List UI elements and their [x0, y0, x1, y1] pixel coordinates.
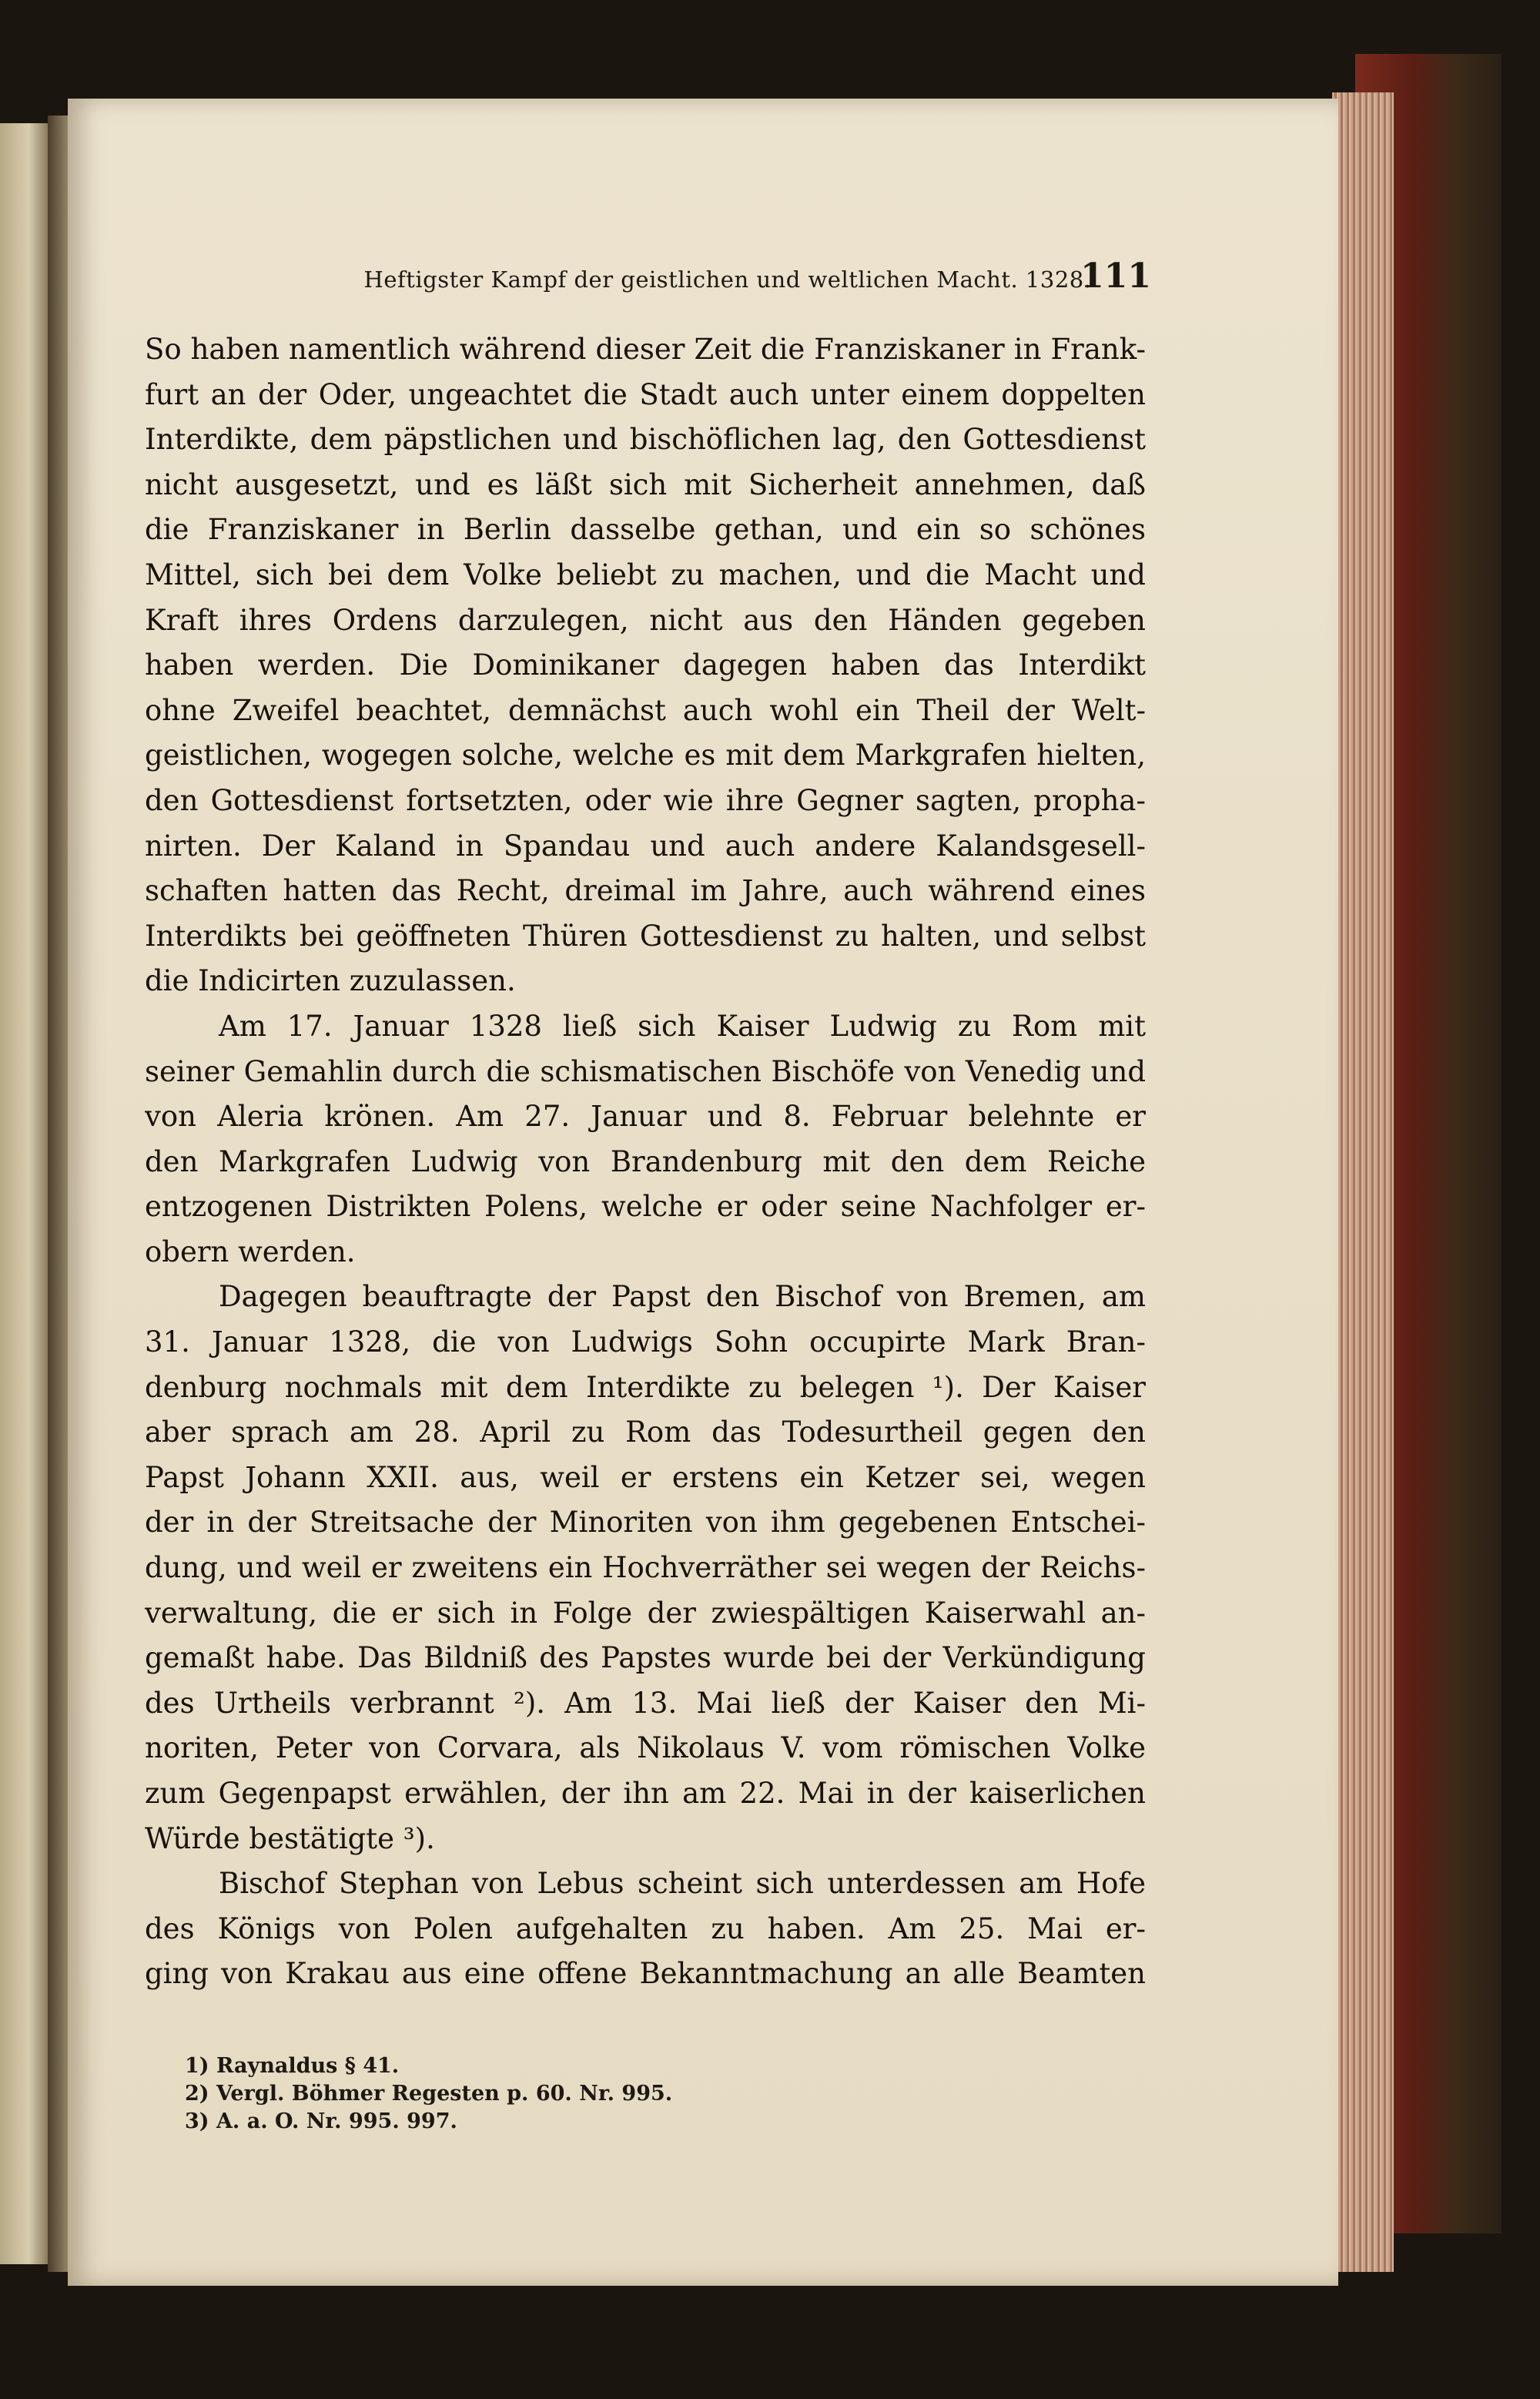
footnote: 1) Raynaldus § 41.: [185, 2054, 400, 2078]
text-line: ohne Zweifel beachtet, demnächst auch wohl ein Theil der Welt-: [145, 693, 1146, 727]
text-line: ging von Krakau aus eine offene Bekanntmachung an alle Beamten: [145, 1957, 1146, 1991]
text-line: nicht ausgesetzt, und es läßt sich mit Sicherheit annehmen, daß: [145, 467, 1146, 501]
footnote: 3) A. a. O. Nr. 995. 997.: [185, 2109, 457, 2133]
paragraph-start-line: Bischof Stephan von Lebus scheint sich unterdessen am Hofe: [219, 1867, 1146, 1901]
text-line: Interdikte, dem päpstlichen und bischöflichen lag, den Gottesdienst: [145, 423, 1146, 457]
text-line: Interdikts bei geöffneten Thüren Gottesdienst zu halten, und selbst: [145, 919, 1146, 953]
text-line: 31. Januar 1328, die von Ludwigs Sohn occupirte Mark Bran-: [145, 1325, 1146, 1359]
text-line: nirten. Der Kaland in Spandau und auch andere Kalandsgesell-: [145, 829, 1146, 863]
text-line: Kraft ihres Ordens darzulegen, nicht aus den Händen gegeben: [145, 603, 1146, 637]
text-line: von Aleria krönen. Am 27. Januar und 8. Februar belehnte er: [145, 1100, 1146, 1134]
text-line: der in der Streitsache der Minoriten von ihm gegebenen Entschei-: [145, 1506, 1146, 1540]
text-line: verwaltung, die er sich in Folge der zwiespältigen Kaiserwahl an-: [145, 1596, 1146, 1630]
page-block-edges: [1332, 92, 1394, 2272]
text-line: furt an der Oder, ungeachtet die Stadt auch unter einem doppelten: [145, 377, 1146, 411]
text-line: den Markgrafen Ludwig von Brandenburg mit den dem Reiche: [145, 1144, 1146, 1178]
text-line: geistlichen, wogegen solche, welche es mit dem Markgrafen hielten,: [145, 739, 1146, 772]
text-line: Mittel, sich bei dem Volke beliebt zu machen, und die Macht und: [145, 558, 1146, 591]
text-line: des Urtheils verbrannt ²). Am 13. Mai ließ der Kaiser den Mi-: [145, 1686, 1146, 1720]
text-line: Papst Johann XXII. aus, weil er erstens ein Ketzer sei, wegen: [145, 1460, 1146, 1494]
text-line: denburg nochmals mit dem Interdikte zu belegen ¹). Der Kaiser: [145, 1370, 1146, 1404]
text-line: zum Gegenpapst erwählen, der ihn am 22. Mai in der kaiserlichen: [145, 1777, 1146, 1810]
text-line: haben werden. Die Dominikaner dagegen haben das Interdikt: [145, 648, 1146, 682]
text-line: So haben namentlich während dieser Zeit die Franziskaner in Frank-: [145, 333, 1146, 366]
paragraph-start-line: Dagegen beauftragte der Papst den Bischof von Bremen, am: [219, 1280, 1146, 1314]
facing-page-edge: [0, 123, 48, 2264]
page-number: 111: [1080, 256, 1151, 296]
paragraph-end-line: die Indicirten zuzulassen.: [145, 964, 516, 998]
footnote: 2) Vergl. Böhmer Regesten p. 60. Nr. 995.: [185, 2082, 673, 2106]
running-header: Heftigster Kampf der geistlichen und weltlichen Macht. 1328.: [363, 266, 1092, 293]
text-line: die Franziskaner in Berlin dasselbe gethan, und ein so schönes: [145, 513, 1146, 547]
text-line: des Königs von Polen aufgehalten zu haben. Am 25. Mai er-: [145, 1911, 1146, 1945]
text-line: gemaßt habe. Das Bildniß des Papstes wurde bei der Verkündigung: [145, 1641, 1146, 1675]
body-text: [145, 327, 1146, 1997]
paragraph-end-line: obern werden.: [145, 1235, 356, 1268]
text-line: schaften hatten das Recht, dreimal im Jahre, auch während eines: [145, 874, 1146, 908]
text-line: noriten, Peter von Corvara, als Nikolaus V. vom römischen Volke: [145, 1731, 1146, 1765]
paragraph-end-line: Würde bestätigte ³).: [145, 1821, 435, 1855]
paragraph-start-line: Am 17. Januar 1328 ließ sich Kaiser Ludwig zu Rom mit: [219, 1009, 1146, 1043]
text-line: den Gottesdienst fortsetzten, oder wie ihre Gegner sagten, propha-: [145, 783, 1146, 817]
text-line: aber sprach am 28. April zu Rom das Todesurtheil gegen den: [145, 1416, 1146, 1449]
text-line: dung, und weil er zweitens ein Hochverräther sei wegen der Reichs-: [145, 1551, 1146, 1585]
text-line: entzogenen Distrikten Polens, welche er oder seine Nachfolger er-: [145, 1190, 1146, 1224]
text-line: seiner Gemahlin durch die schismatischen Bischöfe von Venedig und: [145, 1054, 1146, 1088]
footnotes: [185, 2052, 878, 2136]
